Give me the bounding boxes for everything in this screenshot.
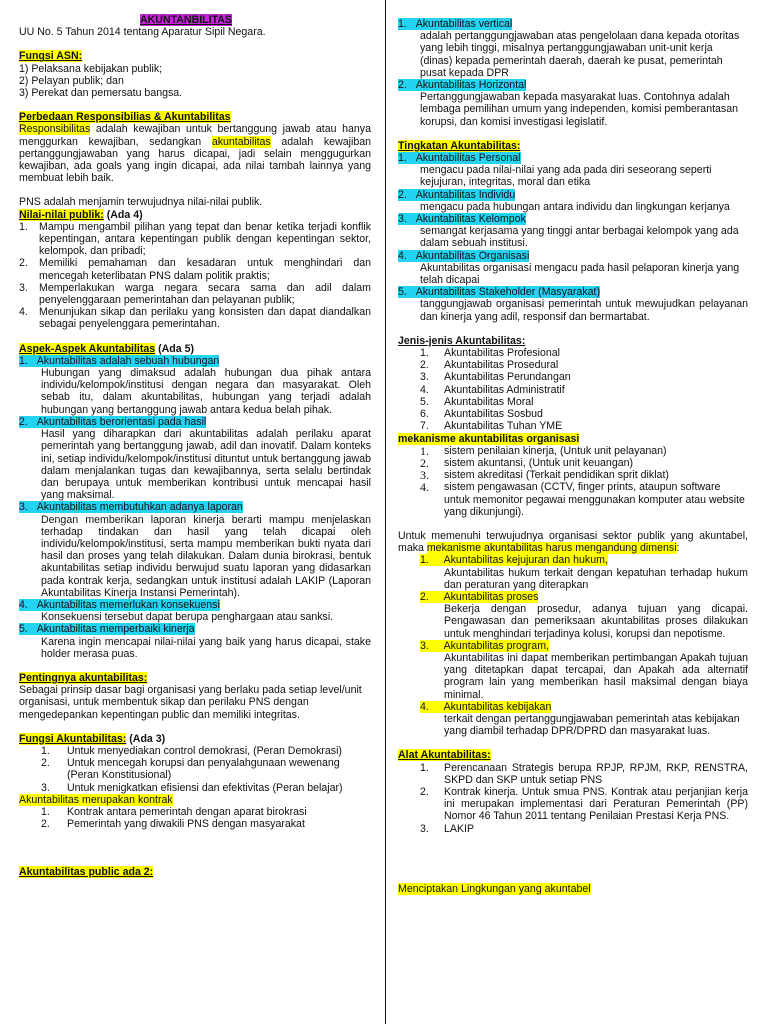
aspek-item: 5. Akuntabilitas memperbaiki kinerja Karena ingin mencapai nilai-nilai yang baik yang harus dicapai, stake holder merasa puas. [19, 623, 371, 660]
pns-statement: PNS adalah menjamin terwujudnya nilai-nilai publik. [19, 196, 263, 209]
fungsi-akuntabilitas-heading: Fungsi Akuntabilitas: (Ada 3) [19, 732, 166, 745]
fungsi-asn-item: 3) Perekat dan pemersatu bangsa. [19, 87, 183, 100]
list-item: 4. Menunjukan sikap dan perilaku yang konsisten dan dapat diandalkan sebagai penyelenggara pemerintahan. [19, 306, 371, 331]
dimensi-item: 1. Akuntabilitas kejujuran dan hukum, Akuntabilitas hukum terkait dengan kepatuhan terhadap hukum dan peraturan yang diterapkan [420, 554, 748, 591]
fungsi-asn-heading: Fungsi ASN: [19, 50, 83, 63]
dimensi-item: 3. Akuntabilitas program, Akuntabilitas ini dapat memberikan pertimbangan Apakah tujuan yang ditetapkan dapat tercapai, dan Apakah ada alternatif program lain yang memberikan hasil maksimal dengan biaya minimal. [420, 639, 748, 701]
list-item: 2. Memiliki pemahaman dan kesadaran untuk menghindari dan mencegah keterlibatan PNS dalam politik praktis; [19, 257, 371, 282]
pentingnya-paragraph: Sebagai prinsip dasar bagi organisasi yang berlaku pada setiap level/unit organisasi, untuk membentuk sikap dan perilaku PNS dengan mengedepankan kepentingan public dan memiliki integritas. [19, 684, 362, 721]
list-item: 3. Untuk menigkatkan efisiensi dan efektivitas (Peran belajar) [41, 781, 343, 794]
list-item: 3. Akuntabilitas Perundangan [420, 371, 571, 384]
list-item: 2. Pemerintah yang diwakili PNS dengan masyarakat [41, 818, 305, 831]
alat-heading: Alat Akuntabilitas: [398, 749, 491, 762]
column-divider [385, 0, 386, 1024]
footer-note: Menciptakan Lingkungan yang akuntabel [398, 882, 591, 895]
list-item: 1. Perencanaan Strategis berupa RPJP, RPJM, RKP, RENSTRA, SKPD dan SKP untuk setiap PNS [420, 761, 748, 786]
list-item: 1. Untuk menyediakan control demokrasi, (Peran Demokrasi) [41, 744, 342, 757]
kontrak-heading: Akuntabilitas merupakan kontrak [19, 793, 173, 806]
tingkatan-item: 4. Akuntabilitas Organisasi Akuntabilitas organisasi mengacu pada hasil pelaporan kinerja yang telah dicapai [398, 249, 740, 287]
list-item: 5. Akuntabilitas Moral [420, 395, 534, 408]
jenis-heading: Jenis-jenis Akuntabilitas: [398, 334, 526, 347]
aspek-item: 4. Akuntabilitas memerlukan konsekuensi Konsekuensi tersebut dapat berupa penghargaan atau sanksi. [19, 598, 334, 624]
list-item: 2. sistem akuntansi, (Untuk unit keuangan) [420, 455, 634, 470]
mekanisme-heading: mekanisme akuntabilitas organisasi [398, 432, 580, 445]
list-item: 1. Mampu mengambil pilihan yang tepat dan benar ketika terjadi konflik kepentingan, antara kepentingan publik dengan kepentingan sektor, kelompok, dan pribadi; [19, 220, 371, 258]
list-item: 3. Memperlakukan warga negara secara sama dan adil dalam penyelenggaraan pemerintahan dan pelayanan publik; [19, 281, 371, 307]
tingkatan-item: 1. Akuntabilitas Personal mengacu pada nilai-nilai yang ada pada diri seseorang seperti kejujuran, integritas, moral dan etika [398, 152, 712, 189]
list-item: 2. Kontrak kinerja. Untuk smua PNS. Kontrak atau perjanjian kerja ini merupakan implementasi dari Peraturan Pemerintah (PP) Nomor 46 Tahun 2011 tentang Penilaian Prestasi Kerja PNS. [420, 785, 748, 823]
list-item: 1. sistem penilaian kinerja, (Untuk unit pelayanan) [420, 443, 667, 458]
tingkatan-item: 3. Akuntabilitas Kelompok semangat kerjasama yang tinggi antar berbagai kelompok yang ada dalam sebuah institusi. [398, 213, 739, 250]
list-item: 4. sistem pengawasan (CCTV, finger prints, ataupun software untuk memonitor pegawai menggunakan komputer atau website yang dikunjungi). [420, 480, 745, 518]
list-item: 7. Akuntabilitas Tuhan YME [420, 420, 563, 433]
dimensi-item: 2. Akuntabilitas proses Bekerja dengan prosedur, adanya tujuan yang dicapai. Pengawasan dan pemeriksaan akuntabilitas proses dilakukan untuk menghindari terjadinya kolusi, korupsi dan nepotisme. [420, 590, 748, 640]
list-item: 4. Akuntabilitas Administratif [420, 383, 565, 396]
aspek-heading: Aspek-Aspek Akuntabilitas (Ada 5) [19, 342, 195, 355]
akuntabilitas-public-heading: Akuntabilitas public ada 2: [19, 866, 154, 879]
aspek-item: 2. Akuntabilitas berorientasi pada hasil Hasil yang diharapkan dari akuntabilitas adalah perilaku aparat pemerintah yang bertanggung jawab, adil dan inovatif. Dalam konteks ini, setiap individu/kelompok/institusi dituntut untuk bertanggung jawab dalam menjalankan tugas dan kewajibannya, serta selalu bertindak dan berupaya untuk memberikan kontribusi untuk mencapai hasil yang maksimal. [19, 415, 371, 502]
list-item: 1. Akuntabilitas Profesional [420, 347, 561, 360]
perbedaan-paragraph: Responsibilitas adalah kewajiban untuk bertanggung jawab atau hanya menggurkan kewajiban, sedangkan akuntabilitas adalah kewajiban pertanggungjawaban yang harus dicapai, jadi selain menggugurkan kewajiban, ada goals yang ingin dicapai, ada nilai tambah lainnya yang membuat lebih baik. [19, 123, 371, 185]
right-column [398, 18, 748, 895]
list-item: 3. sistem akreditasi (Terkait pendidikan sprit diklat) [420, 468, 669, 483]
perbedaan-heading: Perbedaan Responsibilias & Akuntabilitas [19, 111, 231, 124]
list-item: 1. Kontrak antara pemerintah dengan aparat birokrasi [41, 805, 307, 818]
dimensi-item: 4. Akuntabilitas kebijakan terkait dengan pertanggungjawaban pemerintah atas kebijakan yang diambil terhadap DPR/DPRD dan masyarakat luas. [420, 700, 740, 738]
dimensi-intro: Untuk memenuhi terwujudnya organisasi sektor publik yang akuntabel, maka mekanisme akuntabilitas harus mengandung dimensi: [398, 529, 748, 555]
akuntabilitas-vertical: 1. Akuntabilitas vertical adalah pertanggungjawaban atas pengelolaan dana kepada otoritas yang lebih tinggi, misalnya pertanggungjawaban unit-unit kerja (dinas) kepada pemerintah daerah, daerah ke pusat, pemerintah pusat kepada DPR [398, 18, 740, 79]
aspek-item: 1. Akuntabilitas adalah sebuah hubungan Hubungan yang dimaksud adalah hubungan dua pihak antara individu/kelompok/institusi dengan negara dan masyarakat. Oleh sebab itu, dalam akuntabilitas, hubungan yang terjadi adalah hubungan yang bertanggung jawab antara kedua belah pihak. [19, 354, 371, 416]
document-title: AKUNTANBILITAS [140, 14, 232, 26]
aspek-item: 3. Akuntabilitas membutuhkan adanya laporan Dengan memberikan laporan kinerja berarti mampu menjelaskan terhadap tindakan dan hasil yang telah dicapai oleh individu/kelompok/institusi, serta mampu memberikan bukti nyata dari hasil dan proses yang telah dilakukan. Dalam dunia birokrasi, bentuk akuntabilitas setiap individu berwujud suatu laporan yang didasarkan pada kontrak kerja, sedangkan untuk institusi adalah LAKIP (Laporan Akuntabilitas Kinerja Instansi Pemerintah). [19, 501, 371, 599]
nilai-heading: Nilai-nilai publik: (Ada 4) [19, 208, 143, 221]
list-item: 6. Akuntabilitas Sosbud [420, 408, 543, 421]
fungsi-asn-item: 2) Pelayan publik; dan [19, 74, 124, 87]
tingkatan-heading: Tingkatan Akuntabilitas: [398, 139, 521, 152]
tingkatan-item: 2. Akuntabilitas Individu mengacu pada hubungan antara individu dan lingkungan kerjanya [398, 188, 730, 213]
tingkatan-item: 5. Akuntabilitas Stakeholder (Masyarakat) tanggungjawab organisasi pemerintah untuk mewujudkan pelayanan dan kinerja yang adil, responsif dan bermartabat. [398, 286, 748, 323]
fungsi-asn-item: 1) Pelaksana kebijakan publik; [19, 62, 163, 75]
list-item: 3. LAKIP [420, 822, 475, 835]
list-item: 2. Untuk mencegah korupsi dan penyalahgunaan wewenang (Peran Konstitusional) [41, 757, 340, 782]
list-item: 2. Akuntabilitas Prosedural [420, 359, 559, 372]
law-reference: UU No. 5 Tahun 2014 tentang Aparatur Sipil Negara. [19, 26, 266, 39]
pentingnya-heading: Pentingnya akuntabilitas: [19, 671, 148, 684]
left-column [19, 14, 371, 879]
akuntabilitas-horizontal: 2. Akuntabilitas Horizontal Pertanggungjawaban kepada masyarakat luas. Contohnya adalah lembaga pemilihan umum yang independen, komisi pemberantasan korupsi, dan komisi investigasi legislatif. [398, 79, 739, 128]
